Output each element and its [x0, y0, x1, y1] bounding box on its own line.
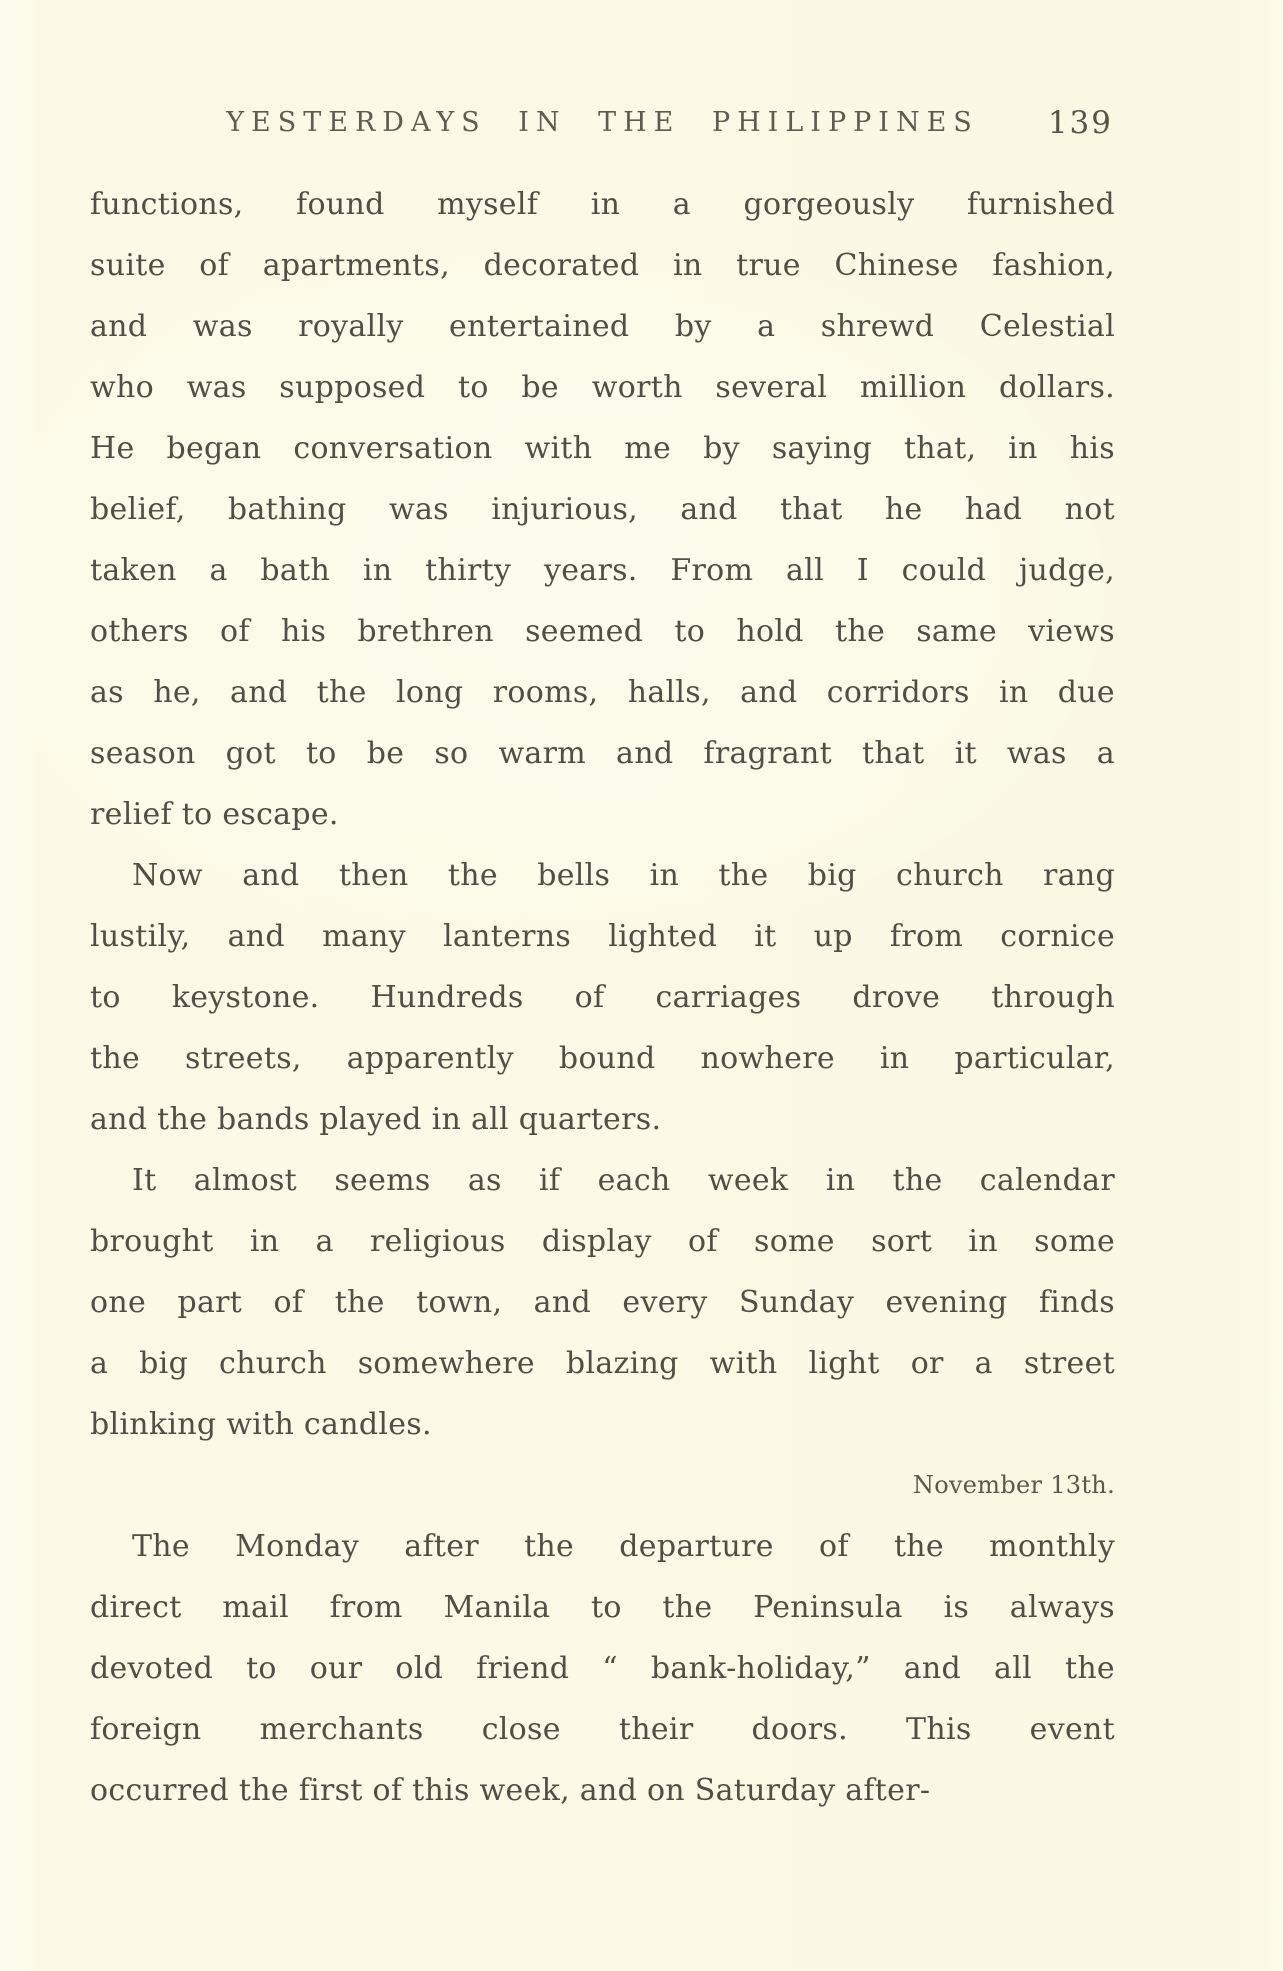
text-line: It almost seems as if each week in the calendar [132, 1163, 1115, 1198]
text-line: belief, bathing was injurious, and that he had not [90, 492, 1115, 527]
text-line: others of his brethren seemed to hold the same views [90, 614, 1115, 649]
body-text [90, 174, 1115, 1821]
text-line: suite of apartments, decorated in true Chinese fashion, [90, 248, 1115, 283]
text-line: functions, found myself in a gorgeously furnished [90, 187, 1115, 222]
text-line: taken a bath in thirty years. From all I could judge, [90, 553, 1115, 588]
text-line: who was supposed to be worth several million dollars. [90, 370, 1115, 405]
text-line: Now and then the bells in the big church rang [132, 858, 1115, 893]
running-head [90, 101, 1115, 145]
date-line: November 13th. [912, 1471, 1115, 1499]
text-line: foreign merchants close their doors. This event [90, 1712, 1115, 1747]
text-line: direct mail from Manila to the Peninsula is always [90, 1590, 1115, 1625]
text-line: relief to escape. [90, 797, 339, 832]
text-line: devoted to our old friend “ bank-holiday,” and all the [90, 1651, 1115, 1686]
text-line: to keystone. Hundreds of carriages drove through [90, 980, 1115, 1015]
text-line: the streets, apparently bound nowhere in particular, [90, 1041, 1115, 1076]
text-line: blinking with candles. [90, 1407, 432, 1442]
text-line: one part of the town, and every Sunday evening finds [90, 1285, 1115, 1320]
text-line: season got to be so warm and fragrant that it was a [90, 736, 1115, 771]
text-line: He began conversation with me by saying that, in his [90, 431, 1115, 466]
text-line: occurred the first of this week, and on Saturday after- [90, 1773, 931, 1808]
text-line: The Monday after the departure of the monthly [132, 1529, 1115, 1564]
running-title: YESTERDAYS IN THE PHILIPPINES [226, 107, 979, 138]
text-line: as he, and the long rooms, halls, and corridors in due [90, 675, 1115, 710]
text-line: a big church somewhere blazing with light or a street [90, 1346, 1115, 1381]
page-number: 139 [1047, 105, 1113, 141]
text-line: lustily, and many lanterns lighted it up from cornice [90, 919, 1115, 954]
text-line: brought in a religious display of some sort in some [90, 1224, 1115, 1259]
text-line: and the bands played in all quarters. [90, 1102, 662, 1137]
text-line: and was royally entertained by a shrewd Celestial [90, 309, 1115, 344]
